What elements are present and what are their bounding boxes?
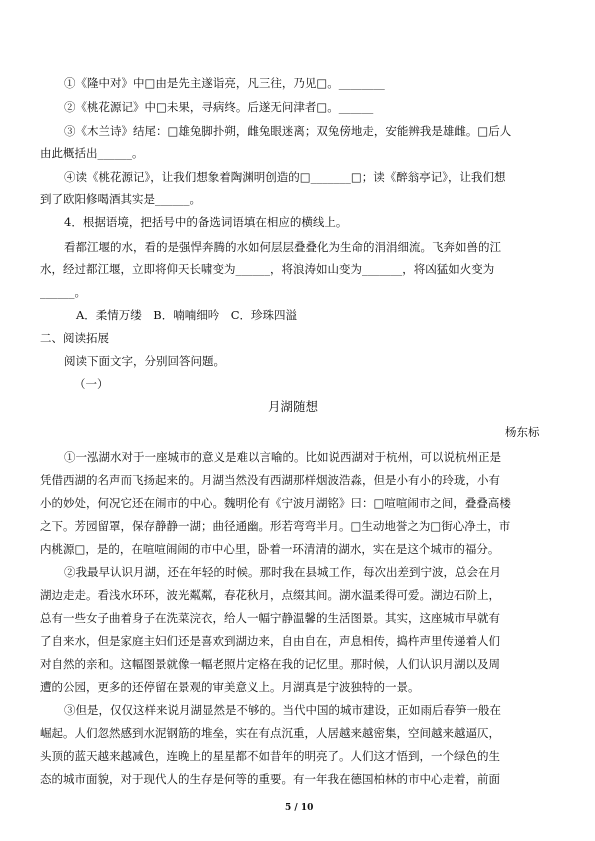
article-line: 内桃源□，是的，在喧喧闹闹的市中心里，卧着一环清清的湖水，实在是这个城市的福分。 (40, 542, 500, 556)
q4-passage-line-1: 看都江堰的水，看的是强悍奔腾的水如何层层叠叠化为生命的涓涓细流。飞奔如兽的江 (64, 240, 501, 254)
article-line: ②我最早认识月湖，还在年轻的时候。那时我在县城工作，每次出差到宁波，总会在月 (64, 565, 501, 579)
part-label: （一） (74, 377, 109, 391)
q3-item-3-cont: 由此概括出______。 (40, 146, 144, 160)
article-line: 崛起。人们忽然感到水泥钢筋的堆垒，实在有点沉重，人居越来越密集，空间越来越逼仄， (40, 726, 500, 740)
article-title: 月湖随想 (268, 399, 319, 414)
article-line: 头顶的蓝天越来越减色，连晚上的星星都不如昔年的明亮了。人们这才悟到，一个绿色的生 (40, 749, 500, 763)
q4-passage-line-3: ______。 (40, 285, 86, 299)
section-heading: 二、阅读拓展 (40, 331, 109, 345)
q3-item-2: ②《桃花源记》中□未果，寻病终。后遂无问津者□。______ (64, 100, 374, 114)
article-author: 杨东标 (505, 425, 540, 439)
article-line: 小的妙处，何况它还在闹市的中心。魏明伦有《宁波月湖铭》曰：□喧喧闹市之间，叠叠高楼 (40, 496, 511, 510)
q3-item-4-cont: 到了欧阳修喝酒其实是______。 (40, 192, 201, 206)
q3-item-1: ①《隆中对》中□由是先主遂诣亮，凡三往，乃见□。________ (64, 76, 385, 90)
page-number: 5 / 10 (285, 803, 314, 813)
article-line: 遭的公园，更多的还停留在景观的审美意义上。月湖真是宁波独特的一景。 (40, 680, 420, 694)
article-line: ①一泓湖水对于一座城市的意义是难以言喻的。比如说西湖对于杭州，可以说杭州正是 (64, 450, 501, 464)
q4-prompt: 4．根据语境，把括号中的备选词语填在相应的横线上。 (64, 215, 348, 229)
q4-options: A．柔情万缕 B．喃喃细吟 C．珍珠四溢 (76, 308, 298, 322)
q3-item-3: ③《木兰诗》结尾：□雄兔脚扑朔，雌兔眼迷离；双兔傍地走，安能辨我是雄雌。□后人 (64, 124, 512, 138)
article-line: 凭借西湖的名声而飞扬起来的。月湖当然没有西湖那样烟波浩淼，但是小有小的玲珑，小有 (40, 473, 500, 487)
q4-passage-line-2: 水，经过都江堰，立即将仰天长啸变为______，将浪涛如山变为_______，将凶猛如火变为 (40, 262, 495, 276)
q3-item-4: ④读《桃花源记》，让我们想象着陶渊明创造的□_______□；读《醉翁亭记》，让我们想 (64, 170, 506, 184)
article-line: 总有一些女子曲着身子在洗菜浣衣，给人一幅宁静温馨的生活图景。其实，这座城市早就有 (40, 611, 500, 625)
article-line: ③但是，仅仅这样来说月湖显然是不够的。当代中国的城市建设，正如雨后春笋一般在 (64, 703, 501, 717)
article-line: 了自来水，但是家庭主妇们还是喜欢到湖边来，自由自在，声息相传，捣杵声里传递着人们 (40, 634, 500, 648)
article-line: 对自然的亲和。这幅图景就像一幅老照片定格在我的记忆里。那时候，人们认识月湖以及周 (40, 657, 500, 671)
article-line: 之下。芳园留罩，保存静静一湖；曲径通幽。形若弯弯半月。□生动地誉之为□街心净土，市 (40, 519, 511, 533)
article-line: 湖边走走。看浅水环环，波光粼粼，春花秋月，点缀其间。湖水温柔得可爱。湖边石阶上， (40, 588, 500, 602)
article-line: 态的城市面貌，对于现代人的生存是何等的重要。有一年我在德国柏林的市中心走着，前面 (40, 772, 500, 786)
section-instruction: 阅读下面文字，分别回答问题。 (64, 354, 225, 368)
